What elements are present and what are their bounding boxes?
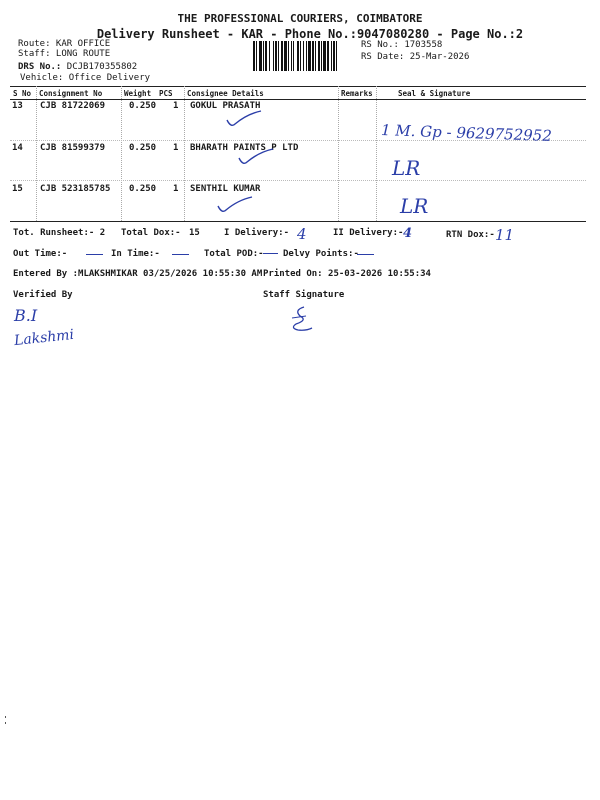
out-time-label: Out Time:-: [13, 249, 68, 259]
cell-consignment: CJB 523185785: [40, 184, 111, 194]
rs-date: RS Date: 25-Mar-2026: [361, 52, 470, 62]
rs-number: RS No.: 1703558: [361, 40, 443, 50]
cell-sno: 13: [12, 101, 23, 111]
col-sep: [376, 86, 377, 221]
staff-signature-mark: [286, 304, 316, 334]
header-seal: Seal & Signature: [398, 89, 471, 98]
header-consignee: Consignee Details: [187, 89, 264, 98]
total-runsheet: Tot. Runsheet:- 2: [13, 228, 106, 238]
check-mark-icon: [225, 110, 265, 130]
cell-consignment: CJB 81599379: [40, 143, 106, 153]
col-sep: [36, 86, 37, 221]
check-mark-icon: [216, 196, 256, 216]
runsheet-subtitle: Delivery Runsheet - KAR - Phone No.:9047080280 - Page No.:2: [96, 27, 524, 41]
cell-weight: 0.250: [129, 143, 157, 153]
barcode-bar: [293, 41, 294, 71]
printed-on: Printed On: 25-03-2026 10:55:34: [263, 269, 431, 279]
delvy-points-dash: [357, 254, 374, 255]
cell-sno: 15: [12, 184, 23, 194]
handwritten-initials: LR: [392, 156, 421, 180]
barcode-bar: [306, 41, 307, 71]
cell-consignee: GOKUL PRASATH: [190, 101, 261, 111]
delvy-points-label: Delvy Points:-: [283, 249, 359, 259]
barcode-bar: [333, 41, 335, 71]
barcode-bar: [269, 41, 270, 71]
table-header-rule: [10, 99, 586, 100]
barcode-bar: [312, 41, 314, 71]
barcode-bar: [259, 41, 262, 71]
total-dox-value: 15: [189, 228, 200, 238]
cell-weight: 0.250: [129, 101, 157, 111]
staff-signature-label: Staff Signature: [263, 290, 345, 300]
barcode-bar: [291, 41, 292, 71]
row-sep: [10, 180, 586, 181]
in-time-dash: [172, 254, 189, 255]
header-sno: S No: [13, 89, 32, 98]
out-time-dash: [86, 254, 103, 255]
handwritten-initials: LR: [400, 194, 429, 218]
vehicle-text: Vehicle: Office Delivery: [20, 73, 151, 83]
barcode-bar: [327, 41, 329, 71]
barcode-bar: [263, 41, 264, 71]
barcode-bar: [303, 41, 304, 71]
header-consignment: Consignment No: [39, 89, 103, 98]
table-bottom-rule: [10, 221, 586, 222]
rtn-dox-value: 11: [495, 226, 515, 244]
total-pod-dash: [263, 253, 278, 254]
barcode-bar: [278, 41, 279, 71]
barcode-bar: [273, 41, 274, 71]
i-delivery-value: 4: [297, 225, 307, 243]
verifier-signature-initials: B.I: [14, 306, 38, 325]
col-sep: [338, 86, 339, 221]
barcode-bar: [253, 41, 255, 71]
col-sep: [121, 86, 122, 221]
col-sep: [184, 86, 185, 221]
barcode-bar: [336, 41, 337, 71]
staff-text: Staff: LONG ROUTE: [18, 49, 111, 59]
rtn-dox-label: RTN Dox:-: [446, 230, 495, 240]
barcode-bar: [300, 41, 301, 71]
cell-consignee: SENTHIL KUMAR: [190, 184, 261, 194]
handwritten-receipt: 1 M. Gp - 9629752952: [380, 121, 553, 145]
verifier-signature-name: Lakshmi: [13, 326, 75, 350]
cell-consignee: BHARATH PAINTS P LTD: [190, 143, 299, 153]
barcode-bar: [318, 41, 320, 71]
verified-by-label: Verified By: [13, 290, 73, 300]
barcode-bar: [288, 41, 289, 71]
drs-value: DCJB170355802: [66, 62, 138, 72]
ii-delivery-value: 4: [403, 226, 413, 241]
i-delivery-label: I Delivery:-: [224, 228, 290, 238]
cell-pcs: 1: [173, 184, 179, 194]
in-time-label: In Time:-: [111, 249, 160, 259]
company-title: THE PROFESSIONAL COURIERS, COIMBATORE: [177, 12, 423, 25]
cell-weight: 0.250: [129, 184, 157, 194]
total-dox-label: Total Dox:-: [121, 228, 181, 238]
barcode-bar: [321, 41, 322, 71]
entered-by: Entered By :MLAKSHMIKAR 03/25/2026 10:55:30 AM: [13, 269, 263, 279]
drs-number: [18, 62, 137, 72]
barcode-bar: [297, 41, 299, 71]
ii-delivery-label: II Delivery:-: [333, 228, 404, 238]
route-text: Route: KAR OFFICE: [18, 39, 111, 49]
barcode-bar: [256, 41, 257, 71]
barcode-bar: [281, 41, 283, 71]
barcode-bar: [308, 41, 311, 71]
cell-consignment: CJB 81722069: [40, 101, 106, 111]
header-remarks: Remarks: [341, 89, 373, 98]
scan-speck: [5, 716, 6, 718]
table-top-rule: [10, 86, 586, 87]
barcode-bar: [284, 41, 287, 71]
total-pod-label: Total POD:-: [204, 249, 264, 259]
cell-sno: 14: [12, 143, 23, 153]
barcode-bar: [275, 41, 277, 71]
barcode-bar: [331, 41, 332, 71]
check-mark-icon: [237, 148, 277, 168]
drs-label: DRS No.:: [18, 62, 62, 72]
barcode-bar: [323, 41, 326, 71]
barcode-bar: [315, 41, 316, 71]
barcode: [253, 41, 357, 71]
barcode-bar: [265, 41, 267, 71]
header-weight: Weight: [124, 89, 152, 98]
header-pcs: PCS: [159, 89, 173, 98]
cell-pcs: 1: [173, 101, 179, 111]
scan-speck: [5, 722, 6, 724]
cell-pcs: 1: [173, 143, 179, 153]
